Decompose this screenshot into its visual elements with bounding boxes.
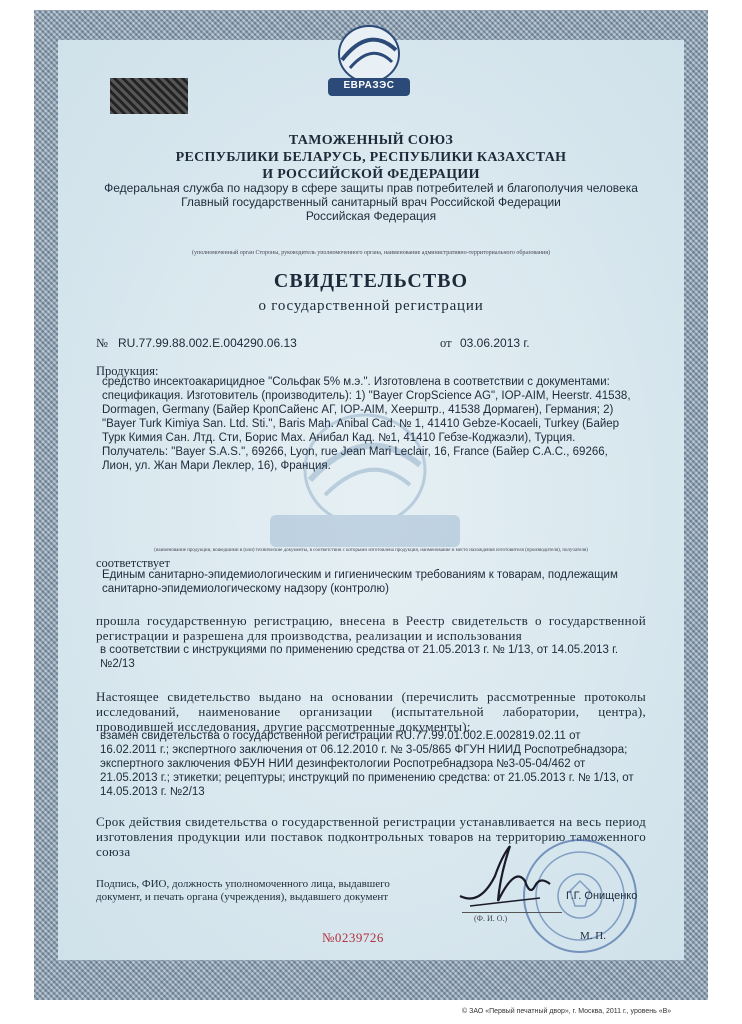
- handwritten-signature-icon: [440, 836, 560, 916]
- product-line: Лион, ул. Жан Мари Леклер, 16), Франция.: [102, 460, 331, 472]
- basis-line: 21.05.2013 г.; этикетки; рецептуры; инструкций по применению средства: от 21.05.2013 г. № 1/13, от: [100, 772, 634, 784]
- basis-text: Настоящее свидетельство выдано на основании (перечислить рассмотренные протоколы исследований, наименование организации (испытательной лаборатории, центра), проводившей исследования, другие рассмотренные документы):: [96, 689, 646, 734]
- agency-line-1: Федеральная служба по надзору в сфере защиты прав потребителей и благополучия человека: [104, 181, 638, 195]
- registration-text: прошла государственную регистрацию, внесена в Реестр свидетельств о государственной регистрации и разрешена для производства, реализации и использования: [96, 613, 646, 643]
- conformity-label: соответствует: [96, 556, 170, 570]
- validity-text: Срок действия свидетельства о государственной регистрации устанавливается на весь период изготовления продукции или поставок подконтрольных товаров на территорию таможенного союза: [96, 814, 646, 859]
- number-label: №: [96, 336, 108, 350]
- product-line: средство инсектоакарицидное "Сольфак 5% м.э.". Изготовлена в соответствии с документами:: [102, 376, 610, 388]
- registration-line: №2/13: [100, 658, 135, 670]
- signature-line: [462, 912, 562, 913]
- date-label: от: [440, 336, 452, 350]
- agency-line-2: Главный государственный санитарный врач Российской Федерации: [181, 195, 561, 209]
- basis-line: 14.05.2013 г. №2/13: [100, 786, 205, 798]
- certificate-subtitle: о государственной регистрации: [258, 298, 484, 314]
- serial-number: №0239726: [322, 930, 384, 945]
- certificate-number: RU.77.99.88.002.E.004290.06.13: [118, 336, 297, 350]
- signature-label: Подпись, ФИО, должность уполномоченного лица, выдавшего документ, и печать органа (учреждения), выдавшего документ: [96, 878, 390, 903]
- registration-line: в соответствии с инструкциями по применению средства от 21.05.2013 г. № 1/13, от 14.05.2013 г.: [100, 644, 619, 656]
- union-line-2: РЕСПУБЛИКИ БЕЛАРУСЬ, РЕСПУБЛИКИ КАЗАХСТАН: [175, 150, 567, 165]
- certificate-date: 03.06.2013 г.: [460, 336, 530, 350]
- stamp-place-label: М. П.: [580, 930, 606, 942]
- emblem-label: ЕВРАЗЭС: [343, 80, 395, 91]
- product-label: Продукция:: [96, 364, 159, 378]
- product-line: "Bayer Turk Kimiya San. Ltd. Sti.", Baris Mah. Anibal Cad. № 1, 41410 Gebze-Kocaeli, Turkey (Байер: [102, 418, 620, 430]
- certificate-title: СВИДЕТЕЛЬСТВО: [273, 270, 469, 292]
- union-line-1: ТАМОЖЕННЫЙ СОЮЗ: [288, 133, 454, 148]
- agency-line-3: Российская Федерация: [305, 209, 437, 223]
- product-line: Получатель: "Bayer S.A.S.", 69266, Lyon, rue Jean Mari Leclair, 16, France (Байер С.А.С., 69266,: [102, 446, 608, 458]
- printer-footer: © ЗАО «Первый печатный двор», г. Москва, 2011 г., уровень «В»: [462, 1008, 672, 1015]
- agency-caption: (уполномоченный орган Стороны, руководитель уполномоченного органа, наименование административно-территориального образования): [192, 250, 550, 256]
- union-title: [0, 132, 742, 183]
- product-line: Турк Кимия Сан. Лтд. Сти, Борис Мах. Анибал Кад. №1, 41410 Гебзе-Коджаэли), Турция.: [102, 432, 576, 444]
- signer-name: Г.Г. Онищенко: [566, 890, 638, 902]
- basis-line: экспертного заключения ФБУН НИИ дезинфектологии Роспотребнадзора №3-05-04/462 от: [100, 758, 586, 770]
- product-caption: (наименование продукции, вошедшими в (или) технические документы, в соответствии с которыми изготовлена продукция, наименование и место нахождения изготовителя (производителя), получателя): [154, 548, 588, 553]
- product-line: спецификация. Изготовитель (производитель): 1) "Bayer CropScience AG", IOP-AIM, Heerstr. 41538,: [102, 390, 631, 402]
- product-line: Dormagen, Germany (Байер КропСайенс АГ, IOP-AIM, Хеерштр., 41538 Дормаген), Германия; 2): [102, 404, 614, 416]
- conformity-line: Единым санитарно-эпидемиологическим и гигиеническим требованиям к товарам, подлежащим: [102, 569, 618, 581]
- fio-caption: (Ф. И. О.): [474, 914, 508, 923]
- union-line-3: И РОССИЙСКОЙ ФЕДЕРАЦИИ: [262, 167, 480, 182]
- basis-line: взамен свидетельства о государственной регистрации RU.77.99.01.002.E.002819.02.11 от: [100, 730, 581, 742]
- barcode-patch: [110, 78, 188, 114]
- basis-line: 16.02.2011 г.; экспертного заключения от 06.12.2010 г. № 3-05/865 ФГУН НИИД Роспотребнадзора;: [100, 744, 628, 756]
- conformity-line: санитарно-эпидемиологическому надзору (контролю): [102, 583, 389, 595]
